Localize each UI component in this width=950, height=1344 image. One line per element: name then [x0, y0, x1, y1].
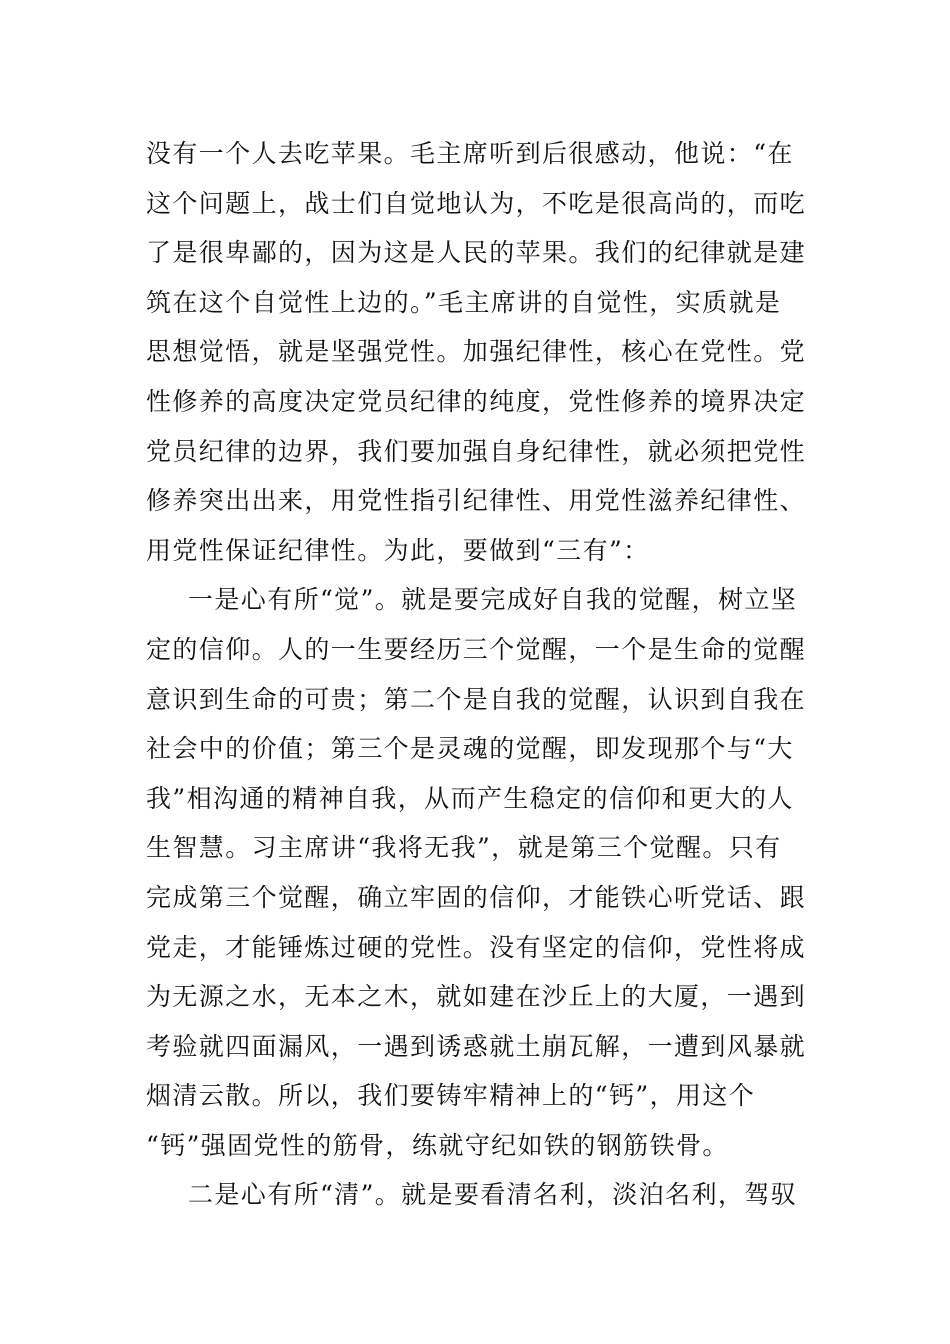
text-line: 这个问题上，战士们自觉地认为，不吃是很高尚的，而吃 [146, 188, 807, 218]
text-line: 定的信仰。人的一生要经历三个觉醒，一个是生命的觉醒 [146, 634, 807, 664]
text-line: 意识到生命的可贵；第二个是自我的觉醒，认识到自我在 [146, 684, 807, 714]
text-line: 生智慧。习主席讲“我将无我”，就是第三个觉醒。只有 [146, 833, 782, 863]
document-body [146, 129, 806, 1220]
text-line: 考验就四面漏风，一遇到诱惑就土崩瓦解，一遭到风暴就 [146, 1031, 807, 1061]
text-line: 性修养的高度决定党员纪律的纯度，党性修养的境界决定 [146, 386, 807, 416]
text-line: 筑在这个自觉性上边的。”毛主席讲的自觉性，实质就是 [146, 287, 782, 317]
paragraph-start-line: 二是心有所“清”。就是要看清名利，淡泊名利，驾驭 [188, 1180, 798, 1210]
text-line: 为无源之水，无本之木，就如建在沙丘上的大厦，一遇到 [146, 982, 807, 1012]
text-line: 用党性保证纪律性。为此，要做到“三有”： [146, 535, 650, 565]
text-line: 烟清云散。所以，我们要铸牢精神上的“钙”，用这个 [146, 1081, 756, 1111]
text-line: 党走，才能锤炼过硬的党性。没有坚定的信仰，党性将成 [146, 932, 807, 962]
text-line: 思想觉悟，就是坚强党性。加强纪律性，核心在党性。党 [146, 337, 807, 367]
text-line: 党员纪律的边界，我们要加强自身纪律性，就必须把党性 [146, 436, 807, 466]
text-line: 完成第三个觉醒，确立牢固的信仰，才能铁心听党话、跟 [146, 882, 807, 912]
text-line: “钙”强固党性的筋骨，练就守纪如铁的钢筋铁骨。 [146, 1130, 729, 1160]
text-line: 了是很卑鄙的，因为这是人民的苹果。我们的纪律就是建 [146, 238, 807, 268]
text-line: 我”相沟通的精神自我，从而产生稳定的信仰和更大的人 [146, 783, 794, 813]
paragraph-start-line: 一是心有所“觉”。就是要完成好自我的觉醒，树立坚 [188, 585, 798, 615]
text-line: 社会中的价值；第三个是灵魂的觉醒，即发现那个与“大 [146, 734, 794, 764]
text-line: 没有一个人去吃苹果。毛主席听到后很感动，他说：“在 [146, 139, 794, 168]
text-line: 修养突出出来，用党性指引纪律性、用党性滋养纪律性、 [146, 486, 807, 516]
